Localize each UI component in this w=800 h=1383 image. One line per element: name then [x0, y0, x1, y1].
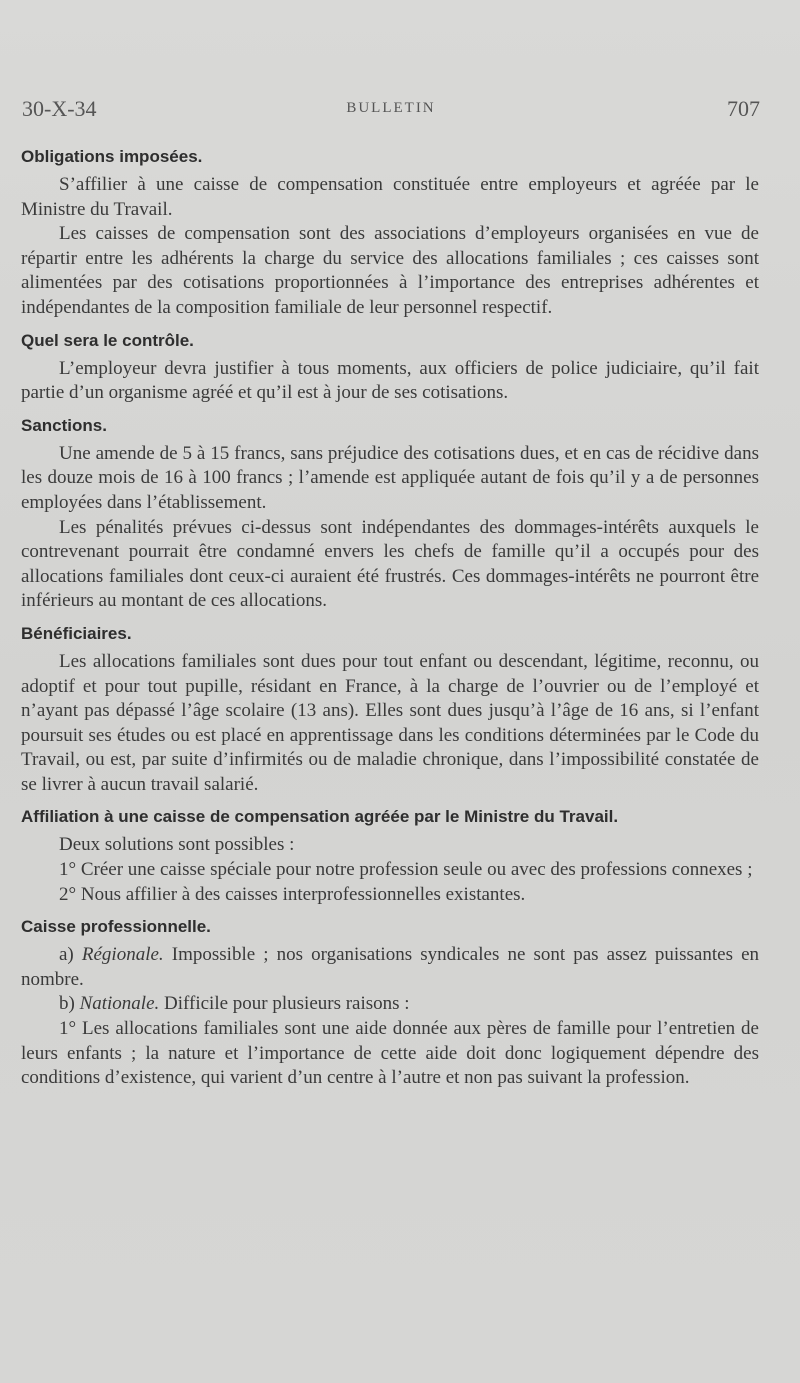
section-heading: Sanctions.: [21, 415, 107, 435]
item-text: Difficile pour plusieurs raisons :: [164, 993, 410, 1015]
section-heading: Quel sera le contrôle.: [21, 330, 194, 350]
section-obligations: [21, 145, 759, 321]
running-header: [22, 96, 760, 126]
section-affiliation: [21, 805, 759, 907]
item-text: Impossible ; nos organisations syndicales ne sont pas assez puissantes en nombre.: [21, 944, 760, 990]
section-heading: Caisse professionnelle.: [21, 917, 211, 937]
section-controle: [21, 329, 759, 406]
item-label: Nationale.: [79, 993, 160, 1015]
paragraph: Les caisses de compensation sont des associations d’employeurs organisées en vue de répartir entre les adhérents la charge du service des allocations familiales ; ces caisses sont alimentées par des cotisations proportionnées à l’importance des entreprises adhérentes et indépendantes de la composition familiale de leur personnel respectif.: [21, 223, 759, 318]
item-label: Régionale.: [81, 944, 164, 966]
paragraph: 1° Les allocations familiales sont une aide donnée aux pères de famille pour l’entretien de leurs enfants ; la nature et l’importance de cette aide doit donc logiquement dépendre des conditions d’existence, qui varient d’un centre à l’autre et non pas suivant la profession.: [21, 1018, 759, 1089]
paragraph: Deux solutions sont possibles :: [59, 834, 295, 856]
section-heading: Bénéficiaires.: [21, 623, 132, 643]
section-heading: Obligations imposées.: [21, 147, 203, 166]
paragraph: 1° Créer une caisse spéciale pour notre profession seule ou avec des professions connexes ;: [59, 859, 753, 881]
paragraph: Les allocations familiales sont dues pour tout enfant ou descendant, légitime, reconnu, ou adoptif et pour tout pupille, résidant en France, à la charge de l’ouvrier ou de l’employé et n’ayant pas dépassé l’âge scolaire (13 ans). Elles sont dues jusqu’à l’âge de 16 ans, si l’enfant poursuit ses études ou est placé en apprentissage dans les conditions déterminées par le Code du Travail, ou est, par suite d’infirmités ou de maladie chronique, dans l’impossibilité constatée de se livrer à aucun travail salarié.: [21, 650, 759, 795]
paragraph: 2° Nous affilier à des caisses interprofessionnelles existantes.: [59, 883, 526, 905]
paragraph-regionale: [21, 943, 759, 992]
paragraph: Une amende de 5 à 15 francs, sans préjudice des cotisations dues, et en cas de récidive dans les douze mois de 16 à 100 francs ; l’amende est appliquée autant de fois qu’il y a de personnes employées dans l’établissement.: [21, 442, 759, 513]
section-heading: Affiliation à une caisse de compensation agréée par le Ministre du Travail.: [21, 807, 619, 827]
header-date: 30-X-34: [22, 96, 97, 121]
paragraph: Les pénalités prévues ci-dessus sont indépendantes des dommages-intérêts auxquels le contrevenant pourrait être condamné envers les chefs de famille qu’il a occupés pour des allocations familiales dont ceux-ci auraient été frustrés. Ces dommages-intérêts ne pourront être inférieurs au montant de ces allocations.: [21, 516, 759, 612]
section-sanctions: [21, 414, 759, 614]
section-beneficiaires: [21, 622, 759, 798]
header-title: BULLETIN: [346, 100, 436, 116]
paragraph-nationale: [21, 992, 759, 1017]
body-text: [21, 142, 759, 1099]
section-caisse-professionnelle: [21, 915, 759, 1091]
item-prefix: b): [59, 993, 75, 1015]
paragraph: L’employeur devra justifier à tous moments, aux officiers de police judiciaire, qu’il fait partie d’un organisme agréé et qu’il est à jour de ses cotisations.: [21, 357, 759, 404]
item-prefix: a): [59, 944, 74, 966]
paragraph: S’affilier à une caisse de compensation constituée entre employeurs et agréée par le Ministre du Travail.: [21, 174, 759, 220]
page-number: 707: [727, 96, 760, 121]
